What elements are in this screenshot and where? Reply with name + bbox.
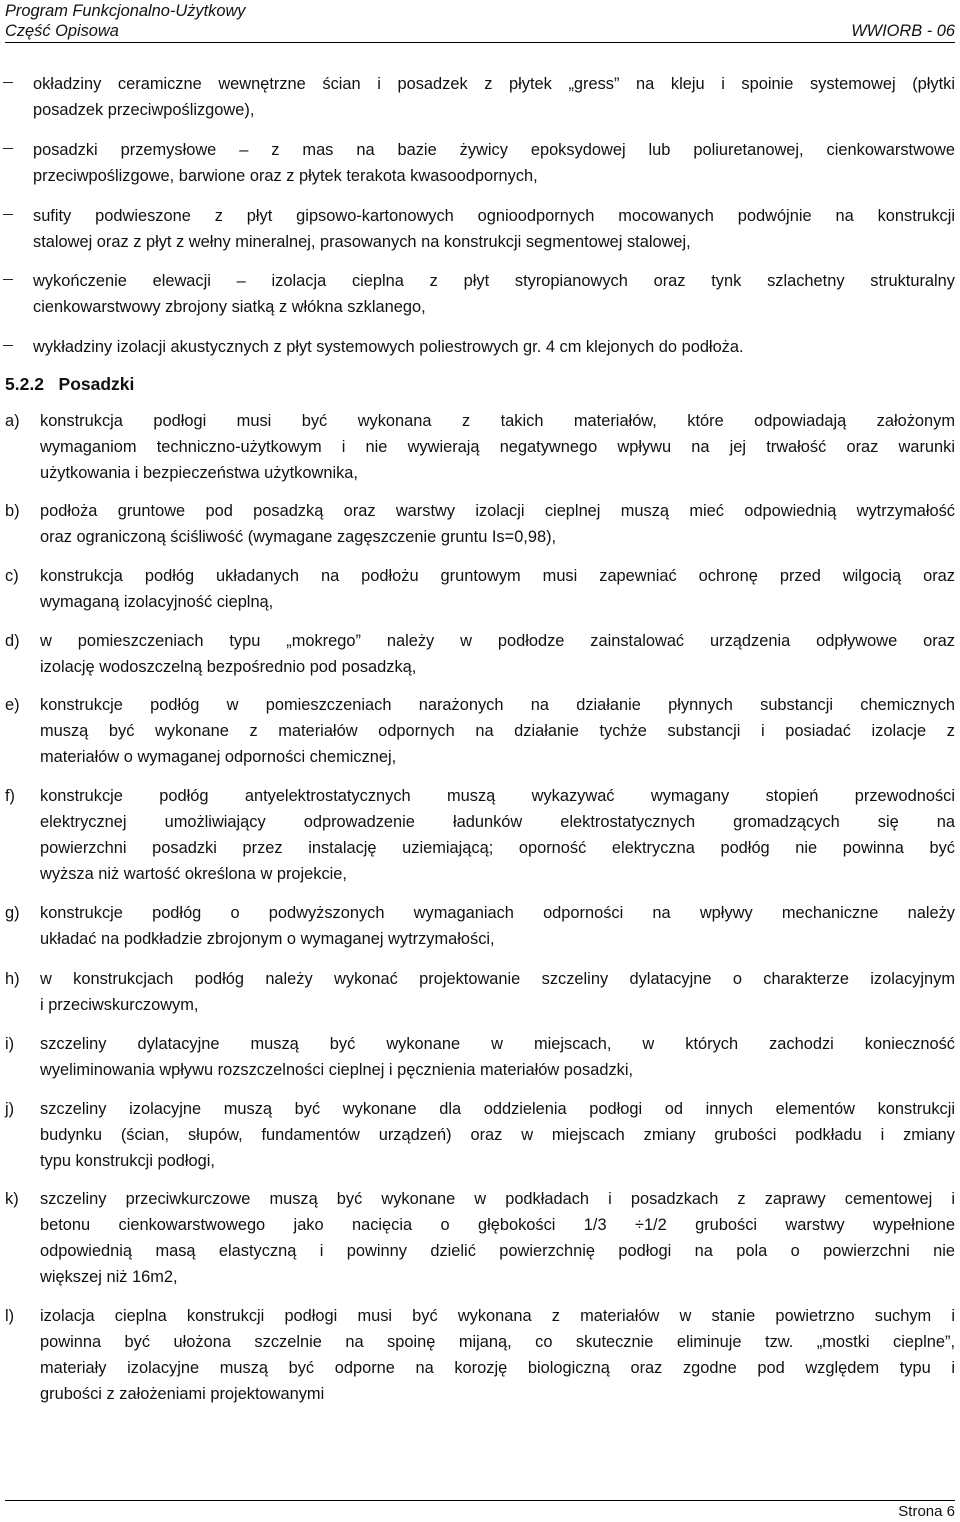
item-text	[40, 1303, 955, 1407]
text-line: muszą być wykonane z materiałów odpornych na działanie tychże substancji i posiadać izolacje z	[40, 722, 955, 740]
text-line: stalowej oraz z płyt z wełny mineralnej, prasowanych na konstrukcji segmentowej stalowej,	[33, 233, 691, 251]
text-line: konstrukcja podłogi musi być wykonana z takich materiałów, które odpowiadają założonym	[40, 412, 955, 430]
item-text	[40, 563, 955, 615]
section-number: 5.2.2	[5, 374, 44, 394]
text-line: odpowiednią masą elastyczną i powinny dzielić powierzchnię podłogi na pola o powierzchni nie	[40, 1242, 955, 1260]
text-line: szczeliny dylatacyjne muszą być wykonane w miejscach, w których zachodzi konieczność	[40, 1035, 955, 1053]
text-line: użytkowania i bezpieczeństwa użytkownika,	[40, 464, 358, 482]
text-line: w pomieszczeniach typu „mokrego” należy w podłodze zainstalować urządzenia odpływowe oraz	[40, 632, 955, 650]
bullet-text	[33, 137, 955, 189]
header-part-title: Część Opisowa	[5, 22, 119, 40]
header-divider	[5, 42, 955, 43]
item-text	[40, 900, 955, 952]
text-line: większej niż 16m2,	[40, 1268, 178, 1286]
text-line: podłoża gruntowe pod posadzką oraz warstwy izolacji cieplnej muszą mieć odpowiednią wytrzymałość	[40, 502, 955, 520]
item-text	[40, 1186, 955, 1290]
text-line: budynku (ścian, słupów, fundamentów urządzeń) oraz w miejscach zmiany grubości podkładu i zmiany	[40, 1126, 955, 1144]
dash-bullet-icon	[3, 82, 13, 83]
item-text	[40, 628, 955, 680]
item-label: f)	[5, 787, 16, 805]
item-label: i)	[5, 1035, 15, 1053]
bullet-text	[33, 334, 955, 360]
item-text	[40, 498, 955, 550]
text-line: grubości z założeniami projektowanymi	[40, 1385, 325, 1403]
header-document-code: WWIORB - 06	[851, 22, 955, 40]
item-label: j)	[5, 1100, 15, 1118]
footer-divider	[5, 1500, 955, 1501]
bullet-text	[33, 71, 955, 123]
text-line: przeciwpoślizgowe, barwione oraz z płytek terakota kwasoodpornych,	[33, 167, 538, 185]
page-header	[5, 0, 955, 42]
dash-bullet-icon	[3, 345, 13, 346]
text-line: i przeciwskurczowym,	[40, 996, 199, 1014]
item-label: b)	[5, 502, 20, 520]
text-line: powierzchni posadzki przez instalację uziemiającą; oporność elektryczna podłóg nie powinna być	[40, 839, 955, 857]
text-line: betonu cienkowarstwowego jako nacięcia o głębokości 1/3 ÷1/2 grubości warstwy wypełnione	[40, 1216, 955, 1234]
text-line: szczeliny przeciwkurczowe muszą być wykonane w podkładach i posadzkach z zaprawy cementowej i	[40, 1190, 955, 1208]
text-line: okładziny ceramiczne wewnętrzne ścian i posadzek z płytek „gress” na kleju i spoinie systemowej (płytki	[33, 75, 955, 93]
text-line: wyeliminowania wpływu rozszczelności cieplnej i pęcznienia materiałów posadzki,	[40, 1061, 634, 1079]
text-line: powinna być ułożona szczelnie na spoinę mijaną, co skutecznie eliminuje tzw. „mostki cieplne”,	[40, 1333, 955, 1351]
text-line: w konstrukcjach podłóg należy wykonać projektowanie szczeliny dylatacyjne o charakterze izolacyjnym	[40, 970, 955, 988]
text-line: cienkowarstwowy zbrojony siatką z włókna szklanego,	[33, 298, 426, 316]
bullet-text	[33, 268, 955, 320]
item-text	[40, 1096, 955, 1174]
header-program-title: Program Funkcjonalno-Użytkowy	[5, 2, 246, 20]
item-text	[40, 1031, 955, 1083]
text-line: konstrukcje podłóg w pomieszczeniach narażonych na działanie płynnych substancji chemicznych	[40, 696, 955, 714]
item-label: k)	[5, 1190, 19, 1208]
item-label: h)	[5, 970, 20, 988]
text-line: układać na podkładzie zbrojonym o wymaganej wytrzymałości,	[40, 930, 495, 948]
page-number: Strona 6	[898, 1503, 955, 1520]
text-line: posadzki przemysłowe – z mas na bazie żywicy epoksydowej lub poliuretanowej, cienkowarstwowe	[33, 141, 955, 159]
text-line: oraz ograniczoną ściśliwość (wymagane zagęszczenie gruntu Is=0,98),	[40, 528, 557, 546]
text-line: materiałów o wymaganej odporności chemicznej,	[40, 748, 397, 766]
text-line: szczeliny izolacyjne muszą być wykonane dla oddzielenia podłogi od innych elementów konstrukcji	[40, 1100, 955, 1118]
text-line: typu konstrukcji podłogi,	[40, 1152, 215, 1170]
bullet-text	[33, 203, 955, 255]
item-text	[40, 966, 955, 1018]
text-line: materiały izolacyjne muszą być odporne na korozję biologiczną oraz zgodne pod względem typu i	[40, 1359, 955, 1377]
section-title: Posadzki	[58, 374, 135, 394]
item-label: c)	[5, 567, 19, 585]
item-text	[40, 783, 955, 887]
text-line: izolacja cieplna konstrukcji podłogi musi być wykonana z materiałów w stanie powietrzno suchym i	[40, 1307, 955, 1325]
text-line: elektrycznej umożliwiający odprowadzenie ładunków elektrostatycznych gromadzących się na	[40, 813, 955, 831]
item-text	[40, 692, 955, 770]
text-line: wymaganą izolacyjność cieplną,	[40, 593, 274, 611]
text-line: wykładziny izolacji akustycznych z płyt systemowych poliestrowych gr. 4 cm klejonych do podłoża.	[33, 338, 744, 356]
text-line: wyższa niż wartość określona w projekcie,	[40, 865, 347, 883]
section-heading	[5, 371, 134, 397]
dash-bullet-icon	[3, 214, 13, 215]
item-text	[40, 408, 955, 486]
dash-bullet-icon	[3, 148, 13, 149]
item-label: g)	[5, 904, 20, 922]
item-label: e)	[5, 696, 20, 714]
item-label: l)	[5, 1307, 15, 1325]
text-line: sufity podwieszone z płyt gipsowo-kartonowych ognioodpornych mocowanych podwójnie na konstrukcji	[33, 207, 955, 225]
text-line: izolację wodoszczelną bezpośrednio pod posadzką,	[40, 658, 417, 676]
item-label: a)	[5, 412, 20, 430]
item-label: d)	[5, 632, 20, 650]
text-line: wykończenie elewacji – izolacja cieplna z płyt styropianowych oraz tynk szlachetny strukturalny	[33, 272, 955, 290]
text-line: konstrukcje podłóg antyelektrostatycznych muszą wykazywać wymagany stopień przewodności	[40, 787, 955, 805]
text-line: posadzek przeciwpoślizgowe),	[33, 101, 255, 119]
text-line: konstrukcja podłóg układanych na podłożu gruntowym musi zapewniać ochronę przed wilgocią oraz	[40, 567, 955, 585]
dash-bullet-icon	[3, 279, 13, 280]
text-line: konstrukcje podłóg o podwyższonych wymaganiach odporności na wpływy mechaniczne należy	[40, 904, 955, 922]
text-line: wymaganiom techniczno-użytkowym i nie wywierają negatywnego wpływu na jej trwałość oraz warunki	[40, 438, 955, 456]
